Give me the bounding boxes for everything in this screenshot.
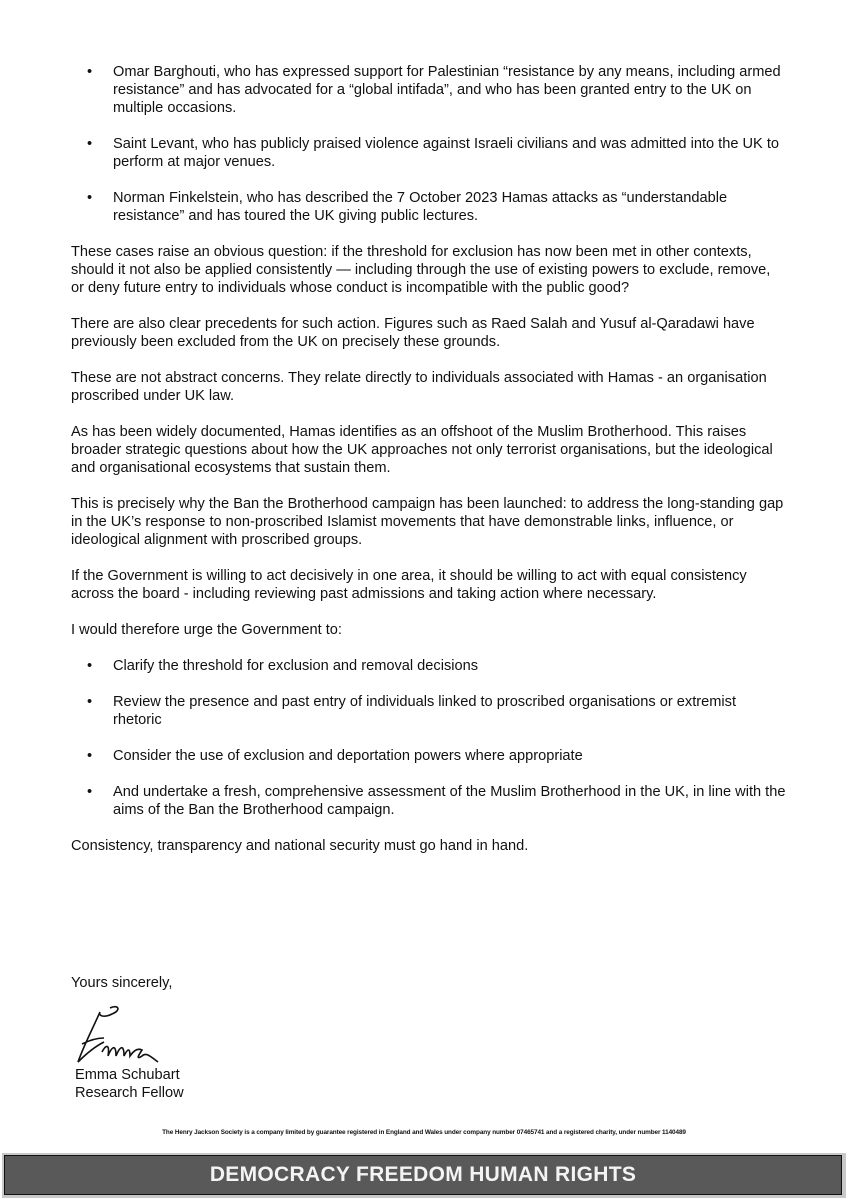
recommendations-list [71,657,786,819]
list-item: • Review the presence and past entry of individuals linked to proscribed organisations or extremist rhetoric [87,694,736,728]
conclusion: Consistency, transparency and national security must go hand in hand. [71,838,529,854]
letter-body [71,63,786,873]
closing-salutation: Yours sincerely, [71,975,173,991]
bullet-icon: • [87,784,93,800]
list-item: • Consider the use of exclusion and deportation powers where appropriate [87,748,583,764]
bullet-icon: • [87,658,93,674]
bullet-icon: • [87,64,93,80]
list-item: • Saint Levant, who has publicly praised violence against Israeli civilians and was admitted into the UK to perform at major venues. [87,136,780,170]
bullet-icon: • [87,694,93,710]
signature-icon [70,1000,180,1070]
signer-block [75,1066,184,1102]
examples-list [71,63,786,225]
list-item: • Omar Barghouti, who has expressed support for Palestinian “resistance by any means, including armed resistance” and has advocated for a “global intifada”, and who has been granted entry to the UK on multiple occasions. [87,64,781,116]
paragraph: These are not abstract concerns. They relate directly to individuals associated with Hamas - an organisation proscribed under UK law. [71,370,767,404]
list-item: • Norman Finkelstein, who has described the 7 October 2023 Hamas attacks as “understandable resistance” and has toured the UK giving public lectures. [87,190,728,224]
bullet-icon: • [87,136,93,152]
list-item: • Clarify the threshold for exclusion and removal decisions [87,658,479,674]
paragraph: This is precisely why the Ban the Brotherhood campaign has been launched: to address the long-standing gap in the UK’s response to non-proscribed Islamist movements that have demonstrable links, influence, or ideological alignment with proscribed groups. [71,496,784,548]
paragraph: If the Government is willing to act decisively in one area, it should be willing to act with equal consistency across the board - including reviewing past admissions and taking action where necessary. [71,568,747,602]
legal-notice: The Henry Jackson Society is a company limited by guarantee registered in England and Wales under company number 07465741 and a registered charity, under number 1140489 [162,1129,686,1136]
paragraph: As has been widely documented, Hamas identifies as an offshoot of the Muslim Brotherhood. This raises broader strategic questions about how the UK approaches not only terrorist organisations, but the ideological and organisational ecosystems that sustain them. [71,424,773,476]
footer-banner: DEMOCRACY FREEDOM HUMAN RIGHTS [4,1155,842,1195]
signer-title: Research Fellow [75,1085,184,1101]
bullet-icon: • [87,748,93,764]
signer-name: Emma Schubart [75,1067,180,1083]
list-item: • And undertake a fresh, comprehensive assessment of the Muslim Brotherhood in the UK, in line with the aims of the Ban the Brotherhood campaign. [87,784,786,818]
paragraph: These cases raise an obvious question: if the threshold for exclusion has now been met in other contexts, should it not also be applied consistently — including through the use of existing powers to exclude, remove, or deny future entry to individuals whose conduct is incompatible with the public good? [71,244,771,296]
paragraph: There are also clear precedents for such action. Figures such as Raed Salah and Yusuf al-Qaradawi have previously been excluded from the UK on precisely these grounds. [71,316,755,350]
bullet-icon: • [87,190,93,206]
paragraph: I would therefore urge the Government to: [71,622,342,638]
